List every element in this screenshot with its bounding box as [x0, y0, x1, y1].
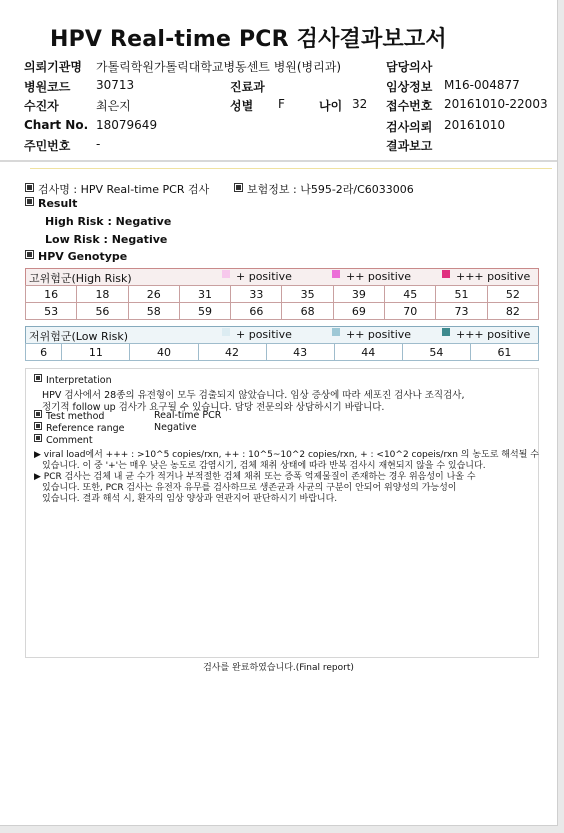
comment-heading [34, 434, 93, 446]
legend-label-plus-plus-plus: +++ positive [456, 328, 531, 341]
receipt-number-value: 20161010-22003 [444, 97, 548, 111]
result-heading [25, 197, 77, 210]
hospital-code-label: 병원코드 [24, 80, 71, 94]
reference-range-line [34, 422, 124, 434]
table-row [26, 344, 539, 361]
checkbox-square-icon [234, 183, 243, 192]
receipt-number-label: 접수번호 [386, 99, 433, 113]
test-method-label: Test method [46, 411, 105, 422]
comment-2-line-3: 있습니다. 결과 해석 시, 환자의 임상 양상과 연관지어 판단하시기 바랍니다. [42, 494, 338, 504]
genotype-cell: 35 [282, 286, 333, 303]
hospital-code-value: 30713 [96, 78, 135, 92]
low-risk-title: 저위험군(Low Risk) [29, 330, 129, 343]
patient-label: 수진자 [24, 99, 59, 113]
legend-swatch-plus-plus-plus [442, 328, 450, 336]
rrn-label: 주민번호 [24, 139, 71, 153]
high-risk-title: 고위험군(High Risk) [29, 272, 132, 285]
checkbox-square-icon [34, 374, 42, 382]
legend-label-plus-plus: ++ positive [346, 328, 412, 341]
genotype-cell: 44 [334, 344, 402, 361]
genotype-cell: 40 [130, 344, 198, 361]
legend-label-plus-plus: ++ positive [346, 270, 412, 283]
comment-2-line-2: 있습니다. 또한, PCR 검사는 유전자 유무를 검사하므로 생존균과 사균의 구분이 안되어 위양성의 가능성이 [42, 483, 457, 493]
genotype-cell: 54 [402, 344, 470, 361]
low-risk-header [25, 326, 539, 344]
comment-2-line-1: ▶ PCR 검사는 검체 내 균 수가 적거나 부적절한 검체 채취 또는 증폭 억제물질이 존재하는 경우 위음성이 나올 수 [34, 472, 476, 482]
genotype-cell: 18 [77, 286, 128, 303]
insurance-line [234, 181, 414, 197]
genotype-cell: 42 [198, 344, 266, 361]
institution-value: 가톨릭학원가톨릭대학교병동센트 병원(병리과) [96, 60, 342, 74]
genotype-heading [25, 250, 127, 263]
sex-label: 성별 [230, 99, 254, 113]
sex-value: F [278, 97, 285, 111]
legend-swatch-plus [222, 328, 230, 336]
comment-1-line-2: 있습니다. 이 중 '+'는 매우 낮은 농도로 감염시기, 검체 채취 상태에 따라 반복 검사시 재현되지 않을 수 있습니다. [42, 461, 486, 471]
low-risk-result: Low Risk : Negative [45, 233, 168, 246]
genotype-cell: 68 [282, 303, 333, 320]
checkbox-square-icon [25, 183, 34, 192]
interpretation-heading [34, 374, 112, 386]
legend-swatch-plus-plus [332, 328, 340, 336]
table-row [26, 303, 539, 320]
test-method-value: Real-time PCR [154, 410, 222, 421]
test-name-line [25, 181, 209, 197]
legend-swatch-plus [222, 270, 230, 278]
genotype-label: HPV Genotype [38, 250, 128, 263]
rrn-value: - [96, 137, 101, 151]
genotype-cell: 52 [487, 286, 538, 303]
reference-range-label: Reference range [46, 423, 125, 434]
age-value: 32 [352, 97, 368, 111]
table-row [26, 286, 539, 303]
header-divider-accent [30, 168, 552, 169]
genotype-cell: 82 [487, 303, 538, 320]
genotype-cell: 69 [333, 303, 384, 320]
report-date-label: 결과보고 [386, 139, 433, 153]
genotype-cell: 16 [26, 286, 77, 303]
interpretation-text-2: 정기적 follow up 검사가 요구될 수 있습니다. 담당 전문의와 상담하시기 바랍니다. [42, 402, 385, 413]
legend-label-plus: + positive [236, 328, 292, 341]
legend-label-plus: + positive [236, 270, 292, 283]
checkbox-square-icon [34, 410, 42, 418]
legend-swatch-plus-plus [332, 270, 340, 278]
comment-1-line-1: ▶ viral load에서 +++ : >10^5 copies/rxn, ++ : 10^5~10^2 copies/rxn, + : <10^2 copeis/rxn 의 농도로 해석될 수 [34, 450, 539, 460]
genotype-cell: 11 [62, 344, 130, 361]
interpretation-text-1: HPV 검사에서 28종의 유전형이 모두 검출되지 않았습니다. 임상 증상에 따라 세포진 검사나 조직검사, [42, 390, 465, 401]
genotype-cell: 73 [436, 303, 487, 320]
clinical-info-label: 임상정보 [386, 80, 433, 94]
age-label: 나이 [319, 99, 343, 113]
checkbox-square-icon [25, 250, 34, 259]
chart-number-label: Chart No. [24, 118, 89, 132]
department-label: 진료과 [230, 80, 265, 94]
chart-number-value: 18079649 [96, 118, 158, 132]
legend-swatch-plus-plus-plus [442, 270, 450, 278]
report-title: HPV Real-time PCR 검사결과보고서 [50, 27, 447, 52]
test-name: 검사명 : HPV Real-time PCR 검사 [38, 183, 210, 196]
high-risk-header [25, 268, 539, 286]
legend-label-plus-plus-plus: +++ positive [456, 270, 531, 283]
low-risk-table [25, 343, 539, 361]
doctor-label: 담당의사 [386, 60, 433, 74]
genotype-cell: 26 [128, 286, 179, 303]
patient-value: 최은지 [96, 99, 131, 113]
interpretation-label: Interpretation [46, 375, 112, 386]
header-divider [0, 160, 557, 162]
genotype-cell: 59 [179, 303, 230, 320]
genotype-cell: 33 [231, 286, 282, 303]
checkbox-square-icon [34, 434, 42, 442]
genotype-cell: 61 [470, 344, 538, 361]
genotype-cell: 6 [26, 344, 62, 361]
institution-label: 의뢰기관명 [24, 60, 82, 74]
genotype-cell: 53 [26, 303, 77, 320]
genotype-cell: 51 [436, 286, 487, 303]
request-date-value: 20161010 [444, 118, 506, 132]
insurance-info: 보험정보 : 나595-2라/C6033006 [247, 183, 414, 196]
request-date-label: 검사의뢰 [386, 120, 433, 134]
genotype-cell: 58 [128, 303, 179, 320]
genotype-cell: 31 [179, 286, 230, 303]
high-risk-table [25, 285, 539, 320]
result-label: Result [38, 197, 78, 210]
test-method-line [34, 410, 104, 422]
checkbox-square-icon [25, 197, 34, 206]
genotype-cell: 45 [385, 286, 436, 303]
comment-label: Comment [46, 435, 93, 446]
high-risk-result: High Risk : Negative [45, 215, 172, 228]
genotype-cell: 66 [231, 303, 282, 320]
genotype-cell: 43 [266, 344, 334, 361]
genotype-cell: 70 [385, 303, 436, 320]
reference-range-value: Negative [154, 422, 197, 433]
interpretation-box [25, 368, 539, 658]
clinical-info-value: M16-004877 [444, 78, 520, 92]
genotype-cell: 39 [333, 286, 384, 303]
genotype-cell: 56 [77, 303, 128, 320]
checkbox-square-icon [34, 422, 42, 430]
final-report-note: 검사를 완료하였습니다.(Final report) [203, 663, 354, 673]
